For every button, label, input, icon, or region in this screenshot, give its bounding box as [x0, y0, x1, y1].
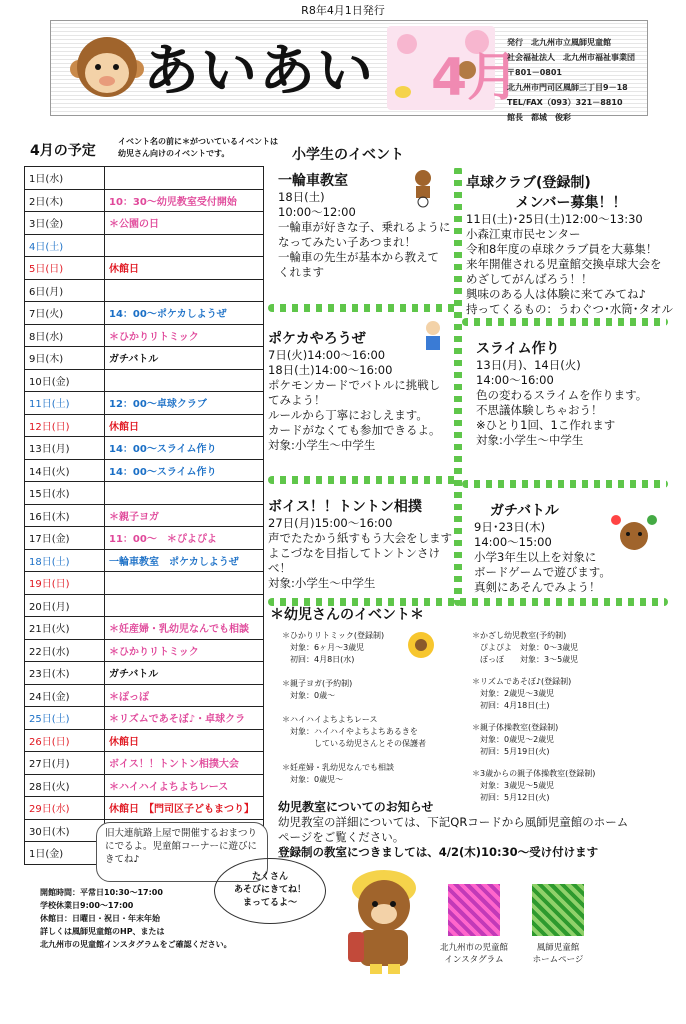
monkey-icon — [69, 31, 145, 107]
schedule-event: ＊ひかりリトミック — [105, 324, 264, 347]
schedule-row — [25, 617, 264, 640]
schedule-event: 休館日 【門司区子どもまつり】 — [105, 797, 264, 820]
qr-instagram[interactable] — [446, 882, 502, 938]
schedule-date: 29日(水) — [25, 797, 105, 820]
newsletter-title: あいあい — [143, 39, 375, 104]
schedule-date: 13日(月) — [25, 437, 105, 460]
event-slime: スライム作り 13日(月)、14日(火) 14:00～16:00 色の変わるスライムを作ります。 不思議体験しちゃおう！ ※ひとり1回、1こ作れます 対象:小学生～中学生 — [476, 341, 648, 447]
schedule-date: 25日(土) — [25, 707, 105, 730]
schedule-event: 休館日 — [105, 257, 264, 280]
schedule-event — [105, 594, 264, 617]
qr-homepage[interactable] — [530, 882, 586, 938]
schedule-row — [25, 684, 264, 707]
schedule-row — [25, 392, 264, 415]
schedule-row — [25, 662, 264, 685]
schedule-event: ガチバトル — [105, 347, 264, 370]
schedule-event: ＊ぽっぽ — [105, 684, 264, 707]
kid-cards-icon — [418, 320, 448, 356]
bear-mascot-icon — [338, 866, 430, 976]
schedule-event: ボイス！！トントン相撲大会 — [105, 752, 264, 775]
schedule-event — [105, 369, 264, 392]
schedule-event: 11：00～ ＊ぴよぴよ — [105, 527, 264, 550]
bear-speech-bubble: たくさん あそびにきてね！ まってるよ～ — [214, 858, 326, 924]
schedule-row — [25, 639, 264, 662]
publisher-info: 発行 北九州市立風師児童館 社会福祉法人 北九州市福祉事業団 〒801－0801 北九州市門司区風師三丁目9－18 TEL/FAX（093）321－8810 館長 都城 俊彩 — [507, 38, 635, 122]
schedule-date: 3日(金) — [25, 212, 105, 235]
kids-event: ＊親子ヨガ(予約制) 対象：0歳～ — [282, 679, 353, 700]
schedule-event — [105, 482, 264, 505]
schedule-row — [25, 369, 264, 392]
kids-event: ＊ひかりリトミック(登録制) 対象：6ヶ月～3歳児 初回：4月8日(水) — [282, 631, 385, 664]
kids-event: ＊3歳からの親子体操教室(登録制) 対象：3歳児～5歳児 初回：5月12日(火) — [472, 769, 596, 802]
schedule-date: 21日(火) — [25, 617, 105, 640]
schedule-date: 30日(木) — [25, 819, 105, 842]
sunflower-icon — [406, 630, 436, 660]
qr-homepage-label: 風師児童館 ホームページ — [532, 943, 584, 965]
clover-divider — [268, 304, 458, 312]
schedule-event — [105, 572, 264, 595]
schedule-date: 7日(火) — [25, 302, 105, 325]
schedule-date: 28日(火) — [25, 774, 105, 797]
schedule-event: 14：00～スライム作り — [105, 437, 264, 460]
schedule-event: 一輪車教室 ポケカしようぜ — [105, 549, 264, 572]
schedule-date: 5日(日) — [25, 257, 105, 280]
schedule-date: 11日(土) — [25, 392, 105, 415]
schedule-title: 4月の予定 — [30, 143, 96, 159]
schedule-date: 15日(水) — [25, 482, 105, 505]
schedule-date: 4日(土) — [25, 234, 105, 257]
kids-events-right — [472, 630, 672, 814]
clover-divider — [462, 318, 668, 326]
schedule-event: ガチバトル — [105, 662, 264, 685]
schedule-date: 22日(水) — [25, 639, 105, 662]
kids-event: ＊親子体操教室(登録制) 対象：0歳児～2歳児 初回：5月19日(火) — [472, 723, 559, 756]
schedule-date: 9日(木) — [25, 347, 105, 370]
schedule-date: 23日(木) — [25, 662, 105, 685]
schedule-event — [105, 279, 264, 302]
schedule-row — [25, 212, 264, 235]
event-battle: ガチバトル 9日･23日(木) 14:00～15:00 小学3年生以上を対象に ボードゲームで遊びます。 真剣にあそんでみよう！ — [474, 503, 611, 594]
schedule-row — [25, 459, 264, 482]
schedule-date: 20日(月) — [25, 594, 105, 617]
schedule-date: 27日(月) — [25, 752, 105, 775]
schedule-event: ＊リズムであそぼ♪・卓球クラ — [105, 707, 264, 730]
schedule-event: 12：00～卓球クラブ — [105, 392, 264, 415]
kids-event: ＊かざし幼児教室(予約制) ぴよぴよ 対象：0～3歳児 ぽっぽ 対象：3～5歳児 — [472, 631, 579, 664]
schedule-date: 10日(金) — [25, 369, 105, 392]
schedule-row — [25, 504, 264, 527]
schedule-row — [25, 167, 264, 190]
schedule-event: ＊親子ヨガ — [105, 504, 264, 527]
schedule-row — [25, 437, 264, 460]
schedule-date: 1日(金) — [25, 842, 105, 865]
schedule-event: 10：30～幼児教室受付開始 — [105, 189, 264, 212]
schedule-row — [25, 527, 264, 550]
schedule-row — [25, 752, 264, 775]
event-voice-sumo: ボイス！！トントン相撲 27日(月)15:00～16:00 声でたたかう紙すもう大会をします よこづなを目指してトントンさけべ！ 対象:小学生～中学生 — [268, 499, 452, 590]
schedule-date: 17日(金) — [25, 527, 105, 550]
schedule-date: 18日(土) — [25, 549, 105, 572]
kids-event: ＊妊産婦・乳幼児なんでも相談 対象：0歳児～ — [282, 763, 394, 784]
elem-events-title: 小学生のイベント — [292, 147, 404, 163]
schedule-row — [25, 302, 264, 325]
schedule-row — [25, 279, 264, 302]
schedule-row — [25, 324, 264, 347]
schedule-note: イベント名の前に＊がついているイベントは幼児さん向けのイベントです。 — [118, 137, 278, 158]
notice-section: 幼児教室についてのお知らせ 幼児教室の詳細については、下記QRコードから風師児童館のホーム ページをご覧ください。 登録制の教室につきましては、4/2(木)10:30～受け付けます — [278, 800, 629, 859]
schedule-event: 14：00～ポケカしようぜ — [105, 302, 264, 325]
kids-events-title: ＊幼児さんのイベント＊ — [270, 607, 424, 623]
schedule-row — [25, 189, 264, 212]
schedule-event: ＊ハイハイよちよちレース — [105, 774, 264, 797]
schedule-row — [25, 774, 264, 797]
schedule-row — [25, 234, 264, 257]
schedule-date: 16日(木) — [25, 504, 105, 527]
schedule-date: 2日(木) — [25, 189, 105, 212]
schedule-row — [25, 482, 264, 505]
schedule-date: 8日(水) — [25, 324, 105, 347]
callout-bubble: 旧大連航路上屋で開催するおまつりにでるよ。児童館コーナーに遊びにきてね♪ — [96, 822, 268, 882]
schedule-row — [25, 257, 264, 280]
schedule-event: ＊妊産婦・乳幼児なんでも相談 — [105, 617, 264, 640]
schedule-event: 休館日 — [105, 729, 264, 752]
schedule-date: 19日(日) — [25, 572, 105, 595]
event-pokeca: ポケカやろうぜ 7日(火)14:00～16:00 18日(土)14:00～16:00 ポケモンカードでバトルに挑戦し てみよう！ ルールから丁寧におしえます。 カードがなくても参加できるよ。 対象:小学生～中学生 — [268, 331, 441, 452]
schedule-date: 26日(日) — [25, 729, 105, 752]
schedule-row — [25, 549, 264, 572]
clover-divider — [268, 476, 458, 484]
schedule-event: ＊ひかりリトミック — [105, 639, 264, 662]
schedule-date: 24日(金) — [25, 684, 105, 707]
schedule-event: ＊公園の日 — [105, 212, 264, 235]
schedule-date: 1日(水) — [25, 167, 105, 190]
schedule-row — [25, 797, 264, 820]
schedule-event: 休館日 — [105, 414, 264, 437]
schedule-row — [25, 572, 264, 595]
kids-event: ＊ハイハイよちよちレース 対象：ハイハイやよちよちあるきを している幼児さんとその保護者 — [282, 715, 426, 748]
schedule-event: 14：00～スライム作り — [105, 459, 264, 482]
issue-date: R8年4月1日発行 — [301, 4, 385, 17]
schedule-date: 14日(火) — [25, 459, 105, 482]
schedule-event — [105, 167, 264, 190]
qr-instagram-label: 北九州市の児童館 インスタグラム — [439, 943, 508, 965]
schedule-row — [25, 594, 264, 617]
bear-unicycle-icon — [408, 168, 438, 208]
month-label: 4月 — [431, 48, 520, 108]
schedule-row — [25, 347, 264, 370]
schedule-date: 12日(日) — [25, 414, 105, 437]
schedule-row — [25, 729, 264, 752]
newsletter-header — [50, 20, 648, 122]
schedule-event — [105, 234, 264, 257]
clover-divider — [462, 480, 668, 488]
schedule-date: 6日(月) — [25, 279, 105, 302]
schedule-table — [24, 166, 264, 865]
opening-info: 開館時間：平常日10:30～17:00 学校休業日9:00～17:00 休館日：日曜日・祝日・年末年始 詳しくは風師児童館のHP、または 北九州市の児童館インスタグラムをご確認ください。 — [40, 888, 232, 949]
event-pingpong: 卓球クラブ(登録制) メンバー募集！！ 11日(土)･25日(土)12:00～13:30 小森江東市民センター 令和8年度の卓球クラブ員を大募集！ 来年開催される児童館交換卓球大会を めざしてがんばろう！！ 興味のある人は体験に来てみてね♪ 持ってくるもの：うわぐつ･水筒･タオル — [466, 175, 673, 316]
event-unicycle: 一輪車教室 18日(土) 10:00～12:00 一輪車が好きな子、乗れるように なってみたい子あつまれ！ 一輪車の先生が基本から教えて くれます — [278, 173, 451, 279]
kids-event: ＊リズムであそぼ♪(登録制) 対象：2歳児～3歳児 初回：4月18日(土) — [472, 677, 572, 710]
schedule-row — [25, 414, 264, 437]
bear-flags-icon — [606, 512, 662, 562]
schedule-row — [25, 707, 264, 730]
